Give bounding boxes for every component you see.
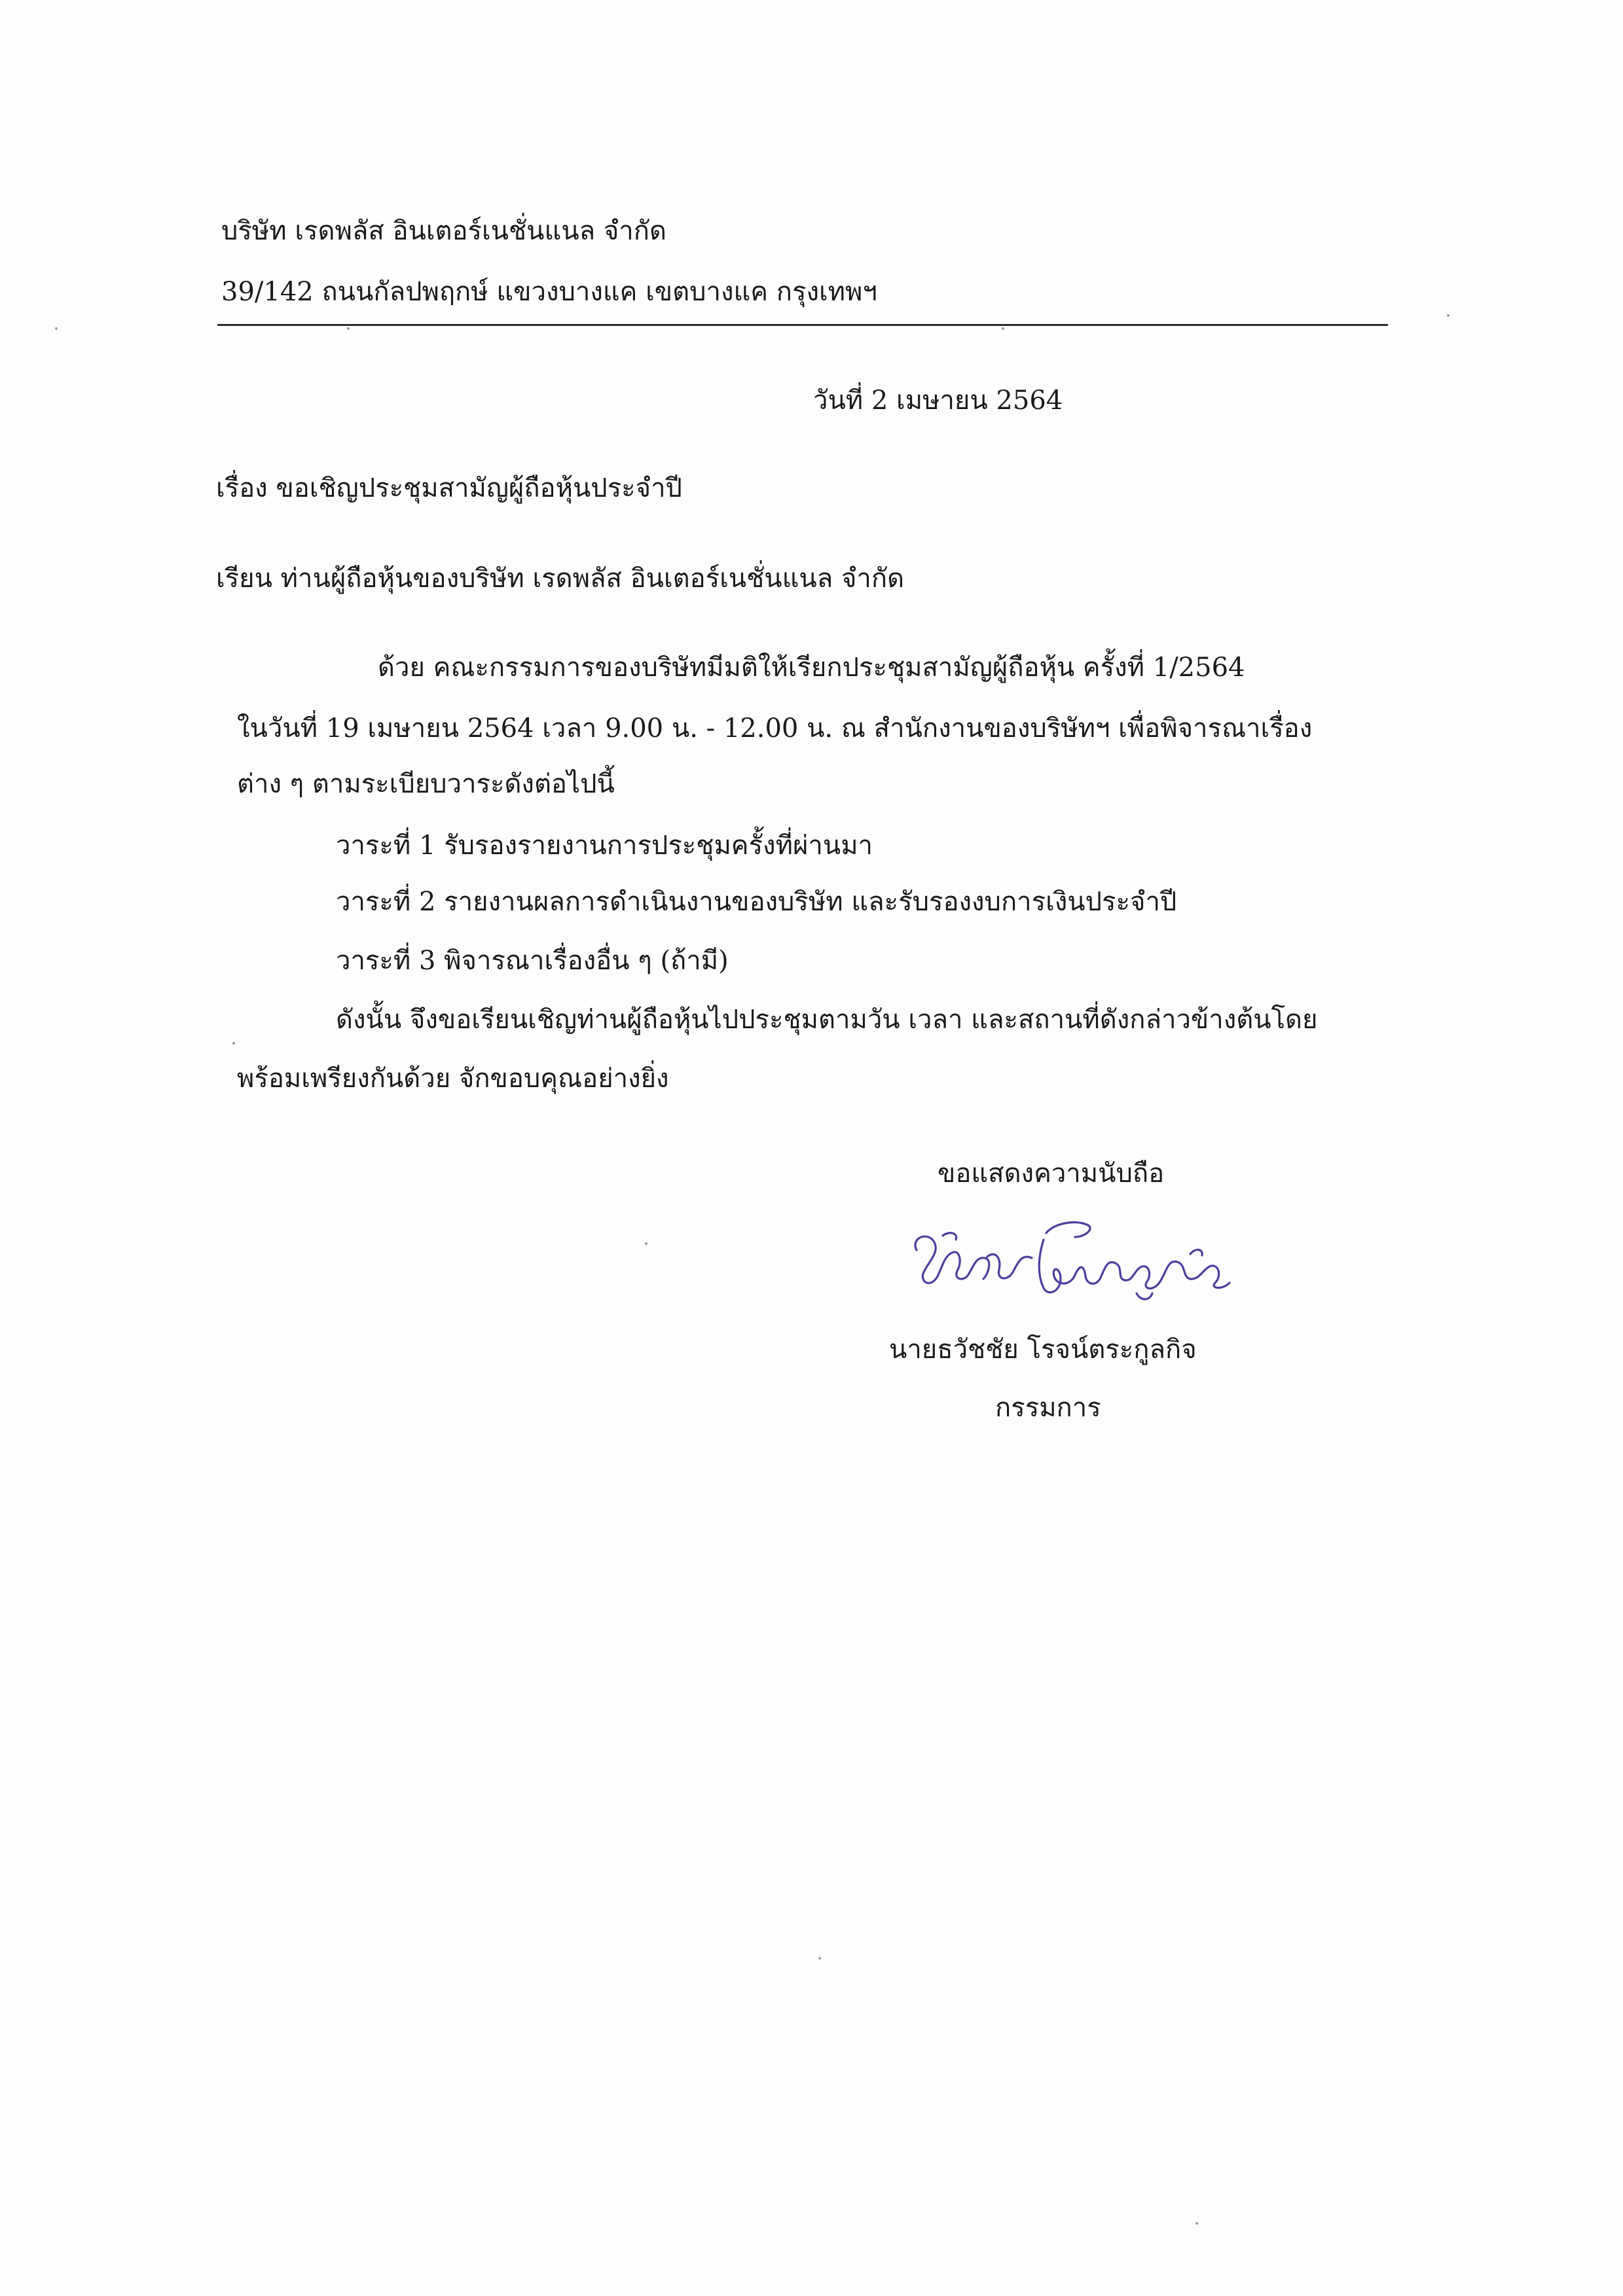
letter-subject: เรื่อง ขอเชิญประชุมสามัญผู้ถือหุ้นประจำปี: [216, 473, 682, 503]
agenda-item-1: วาระที่ 1 รับรองรายงานการประชุมครั้งที่ผ่านมา: [336, 831, 873, 861]
body-paragraph-1-line-2: ในวันที่ 19 เมษายน 2564 เวลา 9.00 น. - 12.00 น. ณ สำนักงานของบริษัทฯ เพื่อพิจารณาเรื่อง: [237, 713, 1313, 744]
signer-name: นายธวัชชัย โรจน์ตระกูลกิจ: [889, 1335, 1197, 1365]
scan-speck: [232, 1042, 235, 1045]
body-paragraph-1-line-3: ต่าง ๆ ตามระเบียบวาระดังต่อไปนี้: [237, 769, 615, 799]
agenda-item-2: วาระที่ 2 รายงานผลการดำเนินงานของบริษัท และรับรองงบการเงินประจำปี: [336, 887, 1177, 917]
scan-speck: [1447, 314, 1450, 317]
scan-speck: [55, 327, 58, 330]
company-name: บริษัท เรดพลัส อินเตอร์เนชั่นแนล จำกัด: [221, 216, 666, 246]
body-paragraph-1-line-1: ด้วย คณะกรรมการของบริษัทมีมติให้เรียกประชุมสามัญผู้ถือหุ้น ครั้งที่ 1/2564: [378, 653, 1245, 683]
scan-speck: [1002, 327, 1004, 330]
header-divider: [217, 324, 1388, 326]
scan-speck: [1195, 2222, 1198, 2225]
letter-salutation: เรียน ท่านผู้ถือหุ้นของบริษัท เรดพลัส อินเตอร์เนชั่นแนล จำกัด: [216, 564, 905, 594]
body-paragraph-2-line-1: ดังนั้น จึงขอเรียนเชิญท่านผู้ถือหุ้นไปประชุมตามวัน เวลา และสถานที่ดังกล่าวข้างต้นโดย: [336, 1005, 1318, 1035]
scan-speck: [645, 1242, 647, 1245]
body-paragraph-2-line-2: พร้อมเพรียงกันด้วย จักขอบคุณอย่างยิ่ง: [237, 1064, 669, 1094]
scan-speck: [818, 1957, 821, 1960]
closing-phrase: ขอแสดงความนับถือ: [938, 1158, 1165, 1189]
handwritten-signature: [903, 1211, 1244, 1309]
company-address: 39/142 ถนนกัลปพฤกษ์ แขวงบางแค เขตบางแค กรุงเทพฯ: [221, 277, 877, 307]
agenda-item-3: วาระที่ 3 พิจารณาเรื่องอื่น ๆ (ถ้ามี): [336, 946, 729, 976]
letter-date: วันที่ 2 เมษายน 2564: [813, 386, 1063, 416]
signer-title: กรรมการ: [995, 1393, 1101, 1423]
scan-speck: [347, 327, 350, 330]
